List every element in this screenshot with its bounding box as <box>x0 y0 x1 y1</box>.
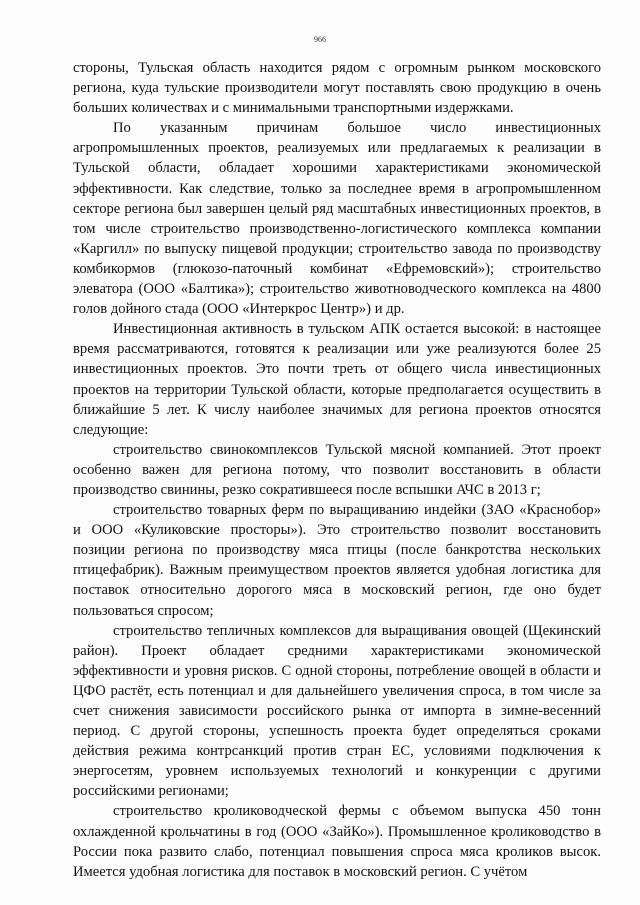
paragraph-5: строительство товарных ферм по выращиванию индейки (ЗАО «Краснобор» и ООО «Куликовские просторы»). Это строительство позволит восстановить позиции региона по производству мяса птицы (после банкротства нескольких птицефабрик). Важным преимуществом проектов является удобная логистика для поставок относительно дорогого мяса в московский регион, где оно будет пользоваться спросом; <box>73 502 601 619</box>
paragraph-6: строительство тепличных комплексов для выращивания овощей (Щекинский район). Проект обладает средними характеристиками экономической эффективности и уровня рисков. С одной стороны, потребление овощей в области и ЦФО растёт, есть потенциал и для дальнейшего увеличения спроса, в том числе за счет снижения зависимости российского рынка от импорта в зимне-весенний период. С другой стороны, успешность проекта будет определяться сроками действия режима контрсанкций против стран ЕС, условиями подключения к энергосетям, уровнем используемых технологий и конкуренции с другими российскими регионами; <box>73 622 601 800</box>
paragraph-3: Инвестиционная активность в тульском АПК остается высокой: в настоящее время рассматриваются, готовятся к реализации или уже реализуются более 25 инвестиционных проектов. Это почти треть от общего числа инвестиционных проектов на территории Тульской области, которые предполагается осуществить в ближайшие 5 лет. К числу наиболее значимых для региона проектов относятся следующие: <box>73 321 601 438</box>
page-number: 966 <box>314 35 326 44</box>
paragraph-4: строительство свинокомплексов Тульской мясной компанией. Этот проект особенно важен для региона потому, что позволит восстановить в области производство свинины, резко сократившееся после вспышки АЧС в 2013 г; <box>73 441 601 498</box>
paragraph-7: строительство кролиководческой фермы с объемом выпуска 450 тонн охлажденной крольчатины в год (ООО «ЗайКо»). Промышленное кролиководство в России пока развито слабо, потенциал повышения спроса мяса кроликов высок. Имеется удобная логистика для поставок в московский регион. С учётом <box>73 803 601 880</box>
paragraph-2: По указанным причинам большое число инвестиционных агропромышленных проектов, реализуемых или предлагаемых к реализации в Тульской области, обладает хорошими характеристиками экономической эффективности. Как следствие, только за последнее время в агропромышленном секторе региона был завершен целый ряд масштабных инвестиционных проектов, в том числе строительство производственно-логистического комплекса компании «Каргилл» по выпуску пищевой продукции; строительство завода по производству комбикормов (глюкозо-паточный комбинат «Ефремовский»); строительство элеватора (ООО «Балтика»); строительство животноводческого комплекса на 4800 голов дойного стада (ООО «Интеркрос Центр») и др. <box>73 120 601 318</box>
paragraph-1: стороны, Тульская область находится рядом с огромным рынком московского региона, куда тульские производители могут поставлять свою продукцию в очень больших количествах и с минимальными транспортными издержками. <box>73 60 601 117</box>
body-text <box>73 58 601 882</box>
